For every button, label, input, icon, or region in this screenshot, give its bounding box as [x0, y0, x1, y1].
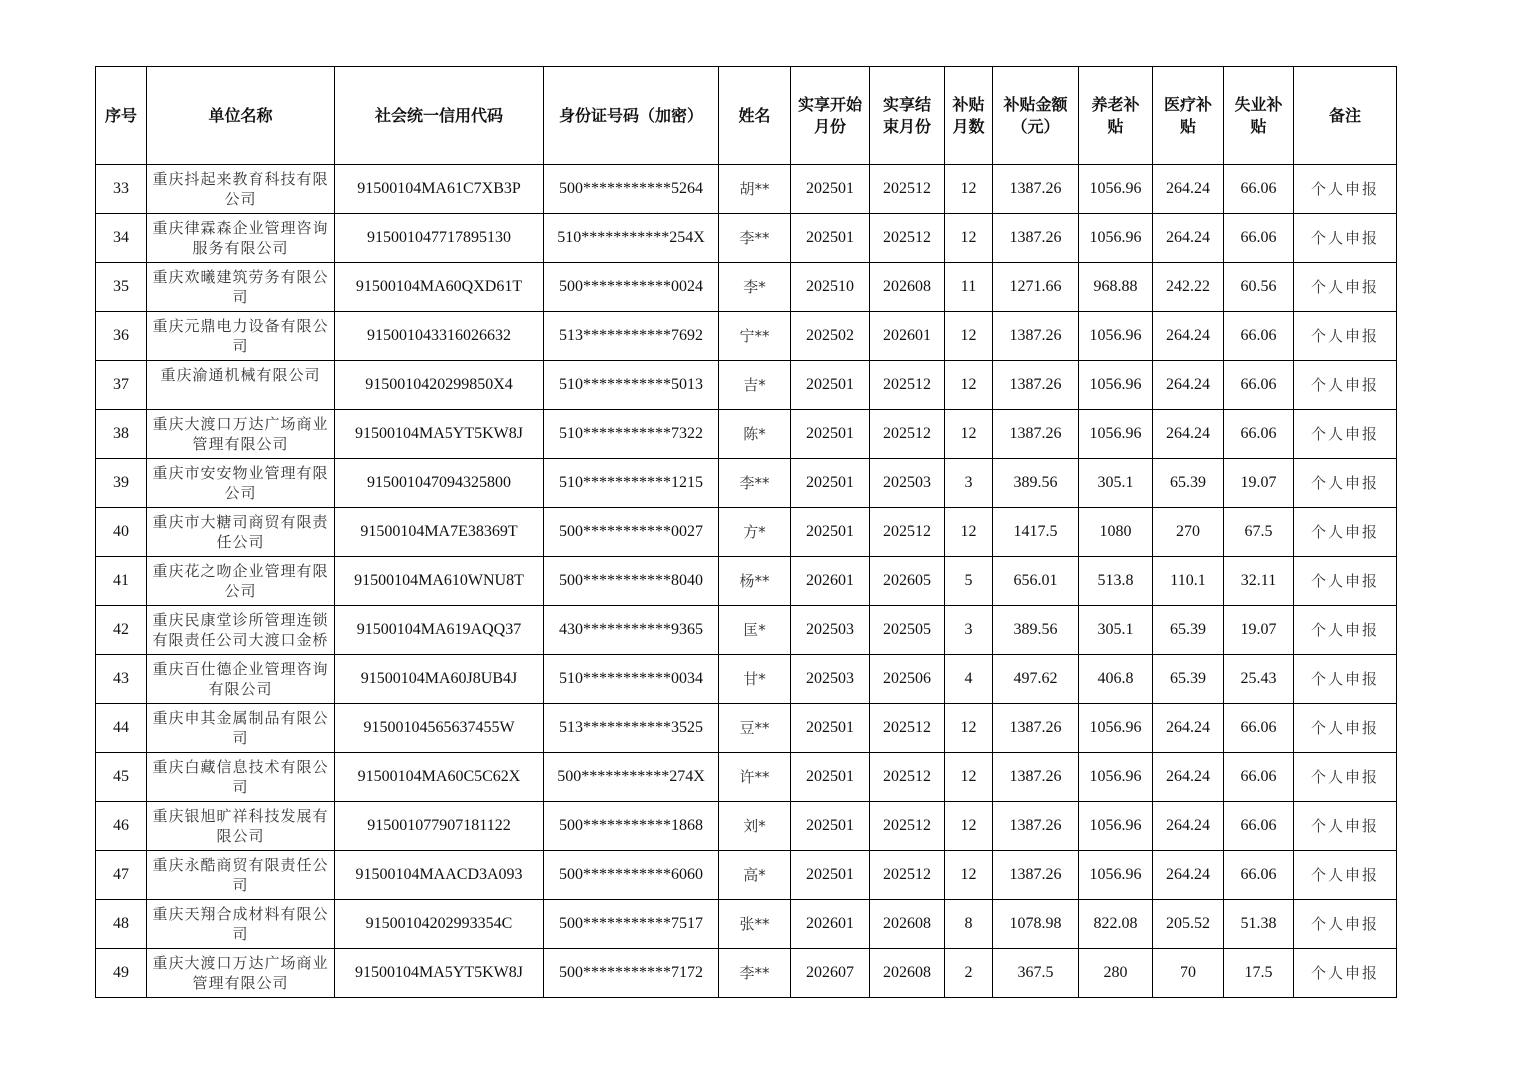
company-name-cell: [147, 361, 335, 410]
company-name-cell: [147, 557, 335, 606]
id-number-cell: 513***********7692: [544, 312, 719, 361]
subsidy-months-cell: 12: [945, 704, 993, 753]
end-month-cell: 202512: [870, 753, 945, 802]
start-month-cell: 202501: [791, 753, 870, 802]
company-name-text: 重庆花之吻企业管理有限公司: [152, 562, 329, 600]
subsidy-amount-cell: 1387.26: [993, 214, 1079, 263]
subsidy-months-cell: 4: [945, 655, 993, 704]
pension-subsidy-cell: 1080: [1079, 508, 1153, 557]
header-id-number: 身份证号码（加密）: [544, 67, 719, 165]
pension-subsidy-cell: 1056.96: [1079, 704, 1153, 753]
subsidy-amount-cell: 1387.26: [993, 802, 1079, 851]
table-row: [96, 165, 1397, 214]
medical-subsidy-cell: 264.24: [1153, 753, 1224, 802]
end-month-cell: 202506: [870, 655, 945, 704]
subsidy-amount-cell: 1271.66: [993, 263, 1079, 312]
row-index-cell: 38: [96, 410, 147, 459]
header-remark: 备注: [1294, 67, 1397, 165]
medical-subsidy-cell: 264.24: [1153, 851, 1224, 900]
subsidy-amount-cell: 389.56: [993, 606, 1079, 655]
credit-code-cell: 91500104MA60QXD61T: [335, 263, 544, 312]
medical-subsidy-cell: 264.24: [1153, 214, 1224, 263]
row-index-cell: 42: [96, 606, 147, 655]
remark-cell: 个人申报: [1294, 459, 1397, 508]
row-index-cell: 49: [96, 949, 147, 998]
unemployment-subsidy-cell: 66.06: [1224, 410, 1294, 459]
credit-code-cell: 91500104MA7E38369T: [335, 508, 544, 557]
subsidy-months-cell: 12: [945, 508, 993, 557]
table-row: [96, 655, 1397, 704]
person-name-cell: 方*: [719, 508, 791, 557]
table-row: [96, 851, 1397, 900]
pension-subsidy-cell: 305.1: [1079, 459, 1153, 508]
subsidy-amount-cell: 1387.26: [993, 851, 1079, 900]
subsidy-months-cell: 12: [945, 753, 993, 802]
company-name-cell: [147, 312, 335, 361]
credit-code-cell: 91500104MA5YT5KW8J: [335, 949, 544, 998]
id-number-cell: 510***********5013: [544, 361, 719, 410]
company-name-cell: [147, 459, 335, 508]
company-name-text: 重庆申其金属制品有限公司: [152, 709, 329, 747]
credit-code-cell: 91500104MA61C7XB3P: [335, 165, 544, 214]
company-name-text: 重庆天翔合成材料有限公司: [152, 905, 329, 943]
person-name-cell: 吉*: [719, 361, 791, 410]
credit-code-cell: 915001077907181122: [335, 802, 544, 851]
end-month-cell: 202512: [870, 214, 945, 263]
pension-subsidy-cell: 280: [1079, 949, 1153, 998]
company-name-text: 重庆民康堂诊所管理连锁有限责任公司大渡口金桥: [152, 611, 329, 649]
pension-subsidy-cell: 1056.96: [1079, 410, 1153, 459]
id-number-cell: 500***********6060: [544, 851, 719, 900]
id-number-cell: 500***********8040: [544, 557, 719, 606]
credit-code-cell: 91500104MA619AQQ37: [335, 606, 544, 655]
subsidy-months-cell: 12: [945, 361, 993, 410]
id-number-cell: 430***********9365: [544, 606, 719, 655]
row-index-cell: 33: [96, 165, 147, 214]
person-name-cell: 许**: [719, 753, 791, 802]
end-month-cell: 202503: [870, 459, 945, 508]
unemployment-subsidy-cell: 67.5: [1224, 508, 1294, 557]
company-name-text: 重庆渝通机械有限公司: [160, 366, 321, 384]
person-name-cell: 宁**: [719, 312, 791, 361]
end-month-cell: 202608: [870, 949, 945, 998]
credit-code-cell: 91500104MA610WNU8T: [335, 557, 544, 606]
medical-subsidy-cell: 70: [1153, 949, 1224, 998]
table-row: [96, 410, 1397, 459]
row-index-cell: 40: [96, 508, 147, 557]
end-month-cell: 202512: [870, 410, 945, 459]
remark-cell: 个人申报: [1294, 851, 1397, 900]
company-name-cell: [147, 263, 335, 312]
header-company-name: 单位名称: [147, 67, 335, 165]
medical-subsidy-cell: 65.39: [1153, 655, 1224, 704]
table-body: [96, 165, 1397, 998]
pension-subsidy-cell: 1056.96: [1079, 361, 1153, 410]
person-name-cell: 李**: [719, 459, 791, 508]
unemployment-subsidy-cell: 25.43: [1224, 655, 1294, 704]
header-medical-subsidy: 医疗补贴: [1153, 67, 1224, 165]
subsidy-amount-cell: 1417.5: [993, 508, 1079, 557]
remark-cell: 个人申报: [1294, 753, 1397, 802]
subsidy-months-cell: 12: [945, 410, 993, 459]
start-month-cell: 202501: [791, 165, 870, 214]
subsidy-months-cell: 3: [945, 459, 993, 508]
id-number-cell: 510***********254X: [544, 214, 719, 263]
subsidy-amount-cell: 1387.26: [993, 410, 1079, 459]
pension-subsidy-cell: 968.88: [1079, 263, 1153, 312]
pension-subsidy-cell: 1056.96: [1079, 214, 1153, 263]
row-index-cell: 36: [96, 312, 147, 361]
remark-cell: 个人申报: [1294, 165, 1397, 214]
unemployment-subsidy-cell: 66.06: [1224, 312, 1294, 361]
unemployment-subsidy-cell: 19.07: [1224, 459, 1294, 508]
start-month-cell: 202503: [791, 655, 870, 704]
company-name-cell: [147, 165, 335, 214]
unemployment-subsidy-cell: 32.11: [1224, 557, 1294, 606]
remark-cell: 个人申报: [1294, 410, 1397, 459]
table-row: [96, 508, 1397, 557]
pension-subsidy-cell: 1056.96: [1079, 753, 1153, 802]
pension-subsidy-cell: 1056.96: [1079, 851, 1153, 900]
header-pension-subsidy: 养老补贴: [1079, 67, 1153, 165]
medical-subsidy-cell: 205.52: [1153, 900, 1224, 949]
subsidy-months-cell: 12: [945, 851, 993, 900]
subsidy-months-cell: 12: [945, 312, 993, 361]
subsidy-amount-cell: 1387.26: [993, 361, 1079, 410]
person-name-cell: 张**: [719, 900, 791, 949]
row-index-cell: 44: [96, 704, 147, 753]
header-unemployment-subsidy: 失业补贴: [1224, 67, 1294, 165]
end-month-cell: 202512: [870, 851, 945, 900]
credit-code-cell: 91500104MA60J8UB4J: [335, 655, 544, 704]
subsidy-months-cell: 12: [945, 165, 993, 214]
company-name-text: 重庆百仕德企业管理咨询有限公司: [152, 660, 329, 698]
pension-subsidy-cell: 1056.96: [1079, 165, 1153, 214]
end-month-cell: 202601: [870, 312, 945, 361]
person-name-cell: 甘*: [719, 655, 791, 704]
company-name-cell: [147, 655, 335, 704]
company-name-text: 重庆元鼎电力设备有限公司: [152, 317, 329, 355]
remark-cell: 个人申报: [1294, 949, 1397, 998]
remark-cell: 个人申报: [1294, 557, 1397, 606]
medical-subsidy-cell: 264.24: [1153, 410, 1224, 459]
credit-code-cell: 915001043316026632: [335, 312, 544, 361]
person-name-cell: 匡*: [719, 606, 791, 655]
start-month-cell: 202601: [791, 900, 870, 949]
credit-code-cell: 91500104565637455W: [335, 704, 544, 753]
company-name-cell: [147, 851, 335, 900]
table-row: [96, 753, 1397, 802]
unemployment-subsidy-cell: 19.07: [1224, 606, 1294, 655]
header-person-name: 姓名: [719, 67, 791, 165]
id-number-cell: 500***********7172: [544, 949, 719, 998]
subsidy-months-cell: 12: [945, 214, 993, 263]
row-index-cell: 45: [96, 753, 147, 802]
unemployment-subsidy-cell: 66.06: [1224, 753, 1294, 802]
header-subsidy-months: 补贴月数: [945, 67, 993, 165]
end-month-cell: 202512: [870, 704, 945, 753]
person-name-cell: 杨**: [719, 557, 791, 606]
credit-code-cell: 9150010420299850X4: [335, 361, 544, 410]
table-row: [96, 704, 1397, 753]
id-number-cell: 500***********274X: [544, 753, 719, 802]
remark-cell: 个人申报: [1294, 312, 1397, 361]
start-month-cell: 202501: [791, 214, 870, 263]
person-name-cell: 高*: [719, 851, 791, 900]
start-month-cell: 202501: [791, 459, 870, 508]
subsidy-amount-cell: 497.62: [993, 655, 1079, 704]
company-name-cell: [147, 606, 335, 655]
row-index-cell: 43: [96, 655, 147, 704]
subsidy-months-cell: 12: [945, 802, 993, 851]
subsidy-amount-cell: 367.5: [993, 949, 1079, 998]
person-name-cell: 陈*: [719, 410, 791, 459]
remark-cell: 个人申报: [1294, 704, 1397, 753]
table-row: [96, 214, 1397, 263]
company-name-cell: [147, 753, 335, 802]
pension-subsidy-cell: 513.8: [1079, 557, 1153, 606]
start-month-cell: 202607: [791, 949, 870, 998]
subsidy-months-cell: 11: [945, 263, 993, 312]
medical-subsidy-cell: 110.1: [1153, 557, 1224, 606]
end-month-cell: 202512: [870, 802, 945, 851]
row-index-cell: 34: [96, 214, 147, 263]
company-name-cell: [147, 704, 335, 753]
medical-subsidy-cell: 264.24: [1153, 704, 1224, 753]
row-index-cell: 41: [96, 557, 147, 606]
company-name-text: 重庆市大糖司商贸有限责任公司: [152, 513, 329, 551]
subsidy-table: [95, 66, 1397, 998]
subsidy-amount-cell: 1078.98: [993, 900, 1079, 949]
pension-subsidy-cell: 406.8: [1079, 655, 1153, 704]
remark-cell: 个人申报: [1294, 802, 1397, 851]
company-name-text: 重庆白藏信息技术有限公司: [152, 758, 329, 796]
start-month-cell: 202503: [791, 606, 870, 655]
unemployment-subsidy-cell: 66.06: [1224, 851, 1294, 900]
medical-subsidy-cell: 264.24: [1153, 361, 1224, 410]
start-month-cell: 202501: [791, 704, 870, 753]
start-month-cell: 202510: [791, 263, 870, 312]
pension-subsidy-cell: 305.1: [1079, 606, 1153, 655]
id-number-cell: 500***********0024: [544, 263, 719, 312]
company-name-text: 重庆市安安物业管理有限公司: [152, 464, 329, 502]
table-row: [96, 557, 1397, 606]
unemployment-subsidy-cell: 66.06: [1224, 214, 1294, 263]
end-month-cell: 202608: [870, 263, 945, 312]
table-row: [96, 459, 1397, 508]
start-month-cell: 202501: [791, 410, 870, 459]
credit-code-cell: 91500104MA5YT5KW8J: [335, 410, 544, 459]
pension-subsidy-cell: 1056.96: [1079, 312, 1153, 361]
subsidy-months-cell: 2: [945, 949, 993, 998]
person-name-cell: 豆**: [719, 704, 791, 753]
company-name-cell: [147, 949, 335, 998]
subsidy-amount-cell: 1387.26: [993, 165, 1079, 214]
unemployment-subsidy-cell: 51.38: [1224, 900, 1294, 949]
pension-subsidy-cell: 1056.96: [1079, 802, 1153, 851]
medical-subsidy-cell: 65.39: [1153, 606, 1224, 655]
medical-subsidy-cell: 242.22: [1153, 263, 1224, 312]
company-name-cell: [147, 410, 335, 459]
table-row: [96, 361, 1397, 410]
row-index-cell: 46: [96, 802, 147, 851]
unemployment-subsidy-cell: 66.06: [1224, 361, 1294, 410]
subsidy-amount-cell: 389.56: [993, 459, 1079, 508]
id-number-cell: 510***********7322: [544, 410, 719, 459]
remark-cell: 个人申报: [1294, 900, 1397, 949]
table-row: [96, 263, 1397, 312]
medical-subsidy-cell: 264.24: [1153, 165, 1224, 214]
start-month-cell: 202601: [791, 557, 870, 606]
unemployment-subsidy-cell: 66.06: [1224, 165, 1294, 214]
company-name-text: 重庆银旭旷祥科技发展有限公司: [152, 807, 329, 845]
company-name-cell: [147, 214, 335, 263]
table-row: [96, 802, 1397, 851]
medical-subsidy-cell: 264.24: [1153, 802, 1224, 851]
subsidy-amount-cell: 1387.26: [993, 312, 1079, 361]
header-index: 序号: [96, 67, 147, 165]
header-start-month: 实享开始月份: [791, 67, 870, 165]
row-index-cell: 35: [96, 263, 147, 312]
credit-code-cell: 91500104MAACD3A093: [335, 851, 544, 900]
medical-subsidy-cell: 270: [1153, 508, 1224, 557]
end-month-cell: 202512: [870, 165, 945, 214]
id-number-cell: 500***********0027: [544, 508, 719, 557]
header-credit-code: 社会统一信用代码: [335, 67, 544, 165]
table-header-row: [96, 67, 1397, 165]
id-number-cell: 500***********1868: [544, 802, 719, 851]
table-row: [96, 606, 1397, 655]
unemployment-subsidy-cell: 66.06: [1224, 802, 1294, 851]
start-month-cell: 202501: [791, 851, 870, 900]
credit-code-cell: 91500104MA60C5C62X: [335, 753, 544, 802]
company-name-text: 重庆大渡口万达广场商业管理有限公司: [152, 954, 329, 992]
remark-cell: 个人申报: [1294, 214, 1397, 263]
remark-cell: 个人申报: [1294, 361, 1397, 410]
header-end-month: 实享结束月份: [870, 67, 945, 165]
id-number-cell: 513***********3525: [544, 704, 719, 753]
id-number-cell: 510***********0034: [544, 655, 719, 704]
person-name-cell: 李*: [719, 263, 791, 312]
company-name-cell: [147, 508, 335, 557]
remark-cell: 个人申报: [1294, 263, 1397, 312]
remark-cell: 个人申报: [1294, 606, 1397, 655]
company-name-text: 重庆欢曦建筑劳务有限公司: [152, 268, 329, 306]
person-name-cell: 胡**: [719, 165, 791, 214]
table-row: [96, 900, 1397, 949]
subsidy-months-cell: 5: [945, 557, 993, 606]
company-name-text: 重庆大渡口万达广场商业管理有限公司: [152, 415, 329, 453]
medical-subsidy-cell: 264.24: [1153, 312, 1224, 361]
unemployment-subsidy-cell: 17.5: [1224, 949, 1294, 998]
company-name-text: 重庆永酷商贸有限责任公司: [152, 856, 329, 894]
end-month-cell: 202605: [870, 557, 945, 606]
end-month-cell: 202512: [870, 361, 945, 410]
start-month-cell: 202501: [791, 508, 870, 557]
subsidy-amount-cell: 1387.26: [993, 753, 1079, 802]
subsidy-months-cell: 8: [945, 900, 993, 949]
credit-code-cell: 91500104202993354C: [335, 900, 544, 949]
pension-subsidy-cell: 822.08: [1079, 900, 1153, 949]
row-index-cell: 48: [96, 900, 147, 949]
id-number-cell: 510***********1215: [544, 459, 719, 508]
remark-cell: 个人申报: [1294, 508, 1397, 557]
person-name-cell: 李**: [719, 214, 791, 263]
row-index-cell: 47: [96, 851, 147, 900]
company-name-cell: [147, 900, 335, 949]
start-month-cell: 202501: [791, 361, 870, 410]
unemployment-subsidy-cell: 66.06: [1224, 704, 1294, 753]
row-index-cell: 37: [96, 361, 147, 410]
subsidy-months-cell: 3: [945, 606, 993, 655]
subsidy-amount-cell: 1387.26: [993, 704, 1079, 753]
medical-subsidy-cell: 65.39: [1153, 459, 1224, 508]
header-subsidy-amount: 补贴金额（元）: [993, 67, 1079, 165]
remark-cell: 个人申报: [1294, 655, 1397, 704]
company-name-cell: [147, 802, 335, 851]
company-name-text: 重庆抖起来教育科技有限公司: [152, 170, 329, 208]
end-month-cell: 202505: [870, 606, 945, 655]
row-index-cell: 39: [96, 459, 147, 508]
start-month-cell: 202502: [791, 312, 870, 361]
subsidy-amount-cell: 656.01: [993, 557, 1079, 606]
id-number-cell: 500***********5264: [544, 165, 719, 214]
id-number-cell: 500***********7517: [544, 900, 719, 949]
company-name-text: 重庆律霖森企业管理咨询服务有限公司: [152, 219, 329, 257]
unemployment-subsidy-cell: 60.56: [1224, 263, 1294, 312]
credit-code-cell: 915001047717895130: [335, 214, 544, 263]
credit-code-cell: 915001047094325800: [335, 459, 544, 508]
person-name-cell: 李**: [719, 949, 791, 998]
start-month-cell: 202501: [791, 802, 870, 851]
end-month-cell: 202608: [870, 900, 945, 949]
end-month-cell: 202512: [870, 508, 945, 557]
person-name-cell: 刘*: [719, 802, 791, 851]
table-row: [96, 312, 1397, 361]
table-row: [96, 949, 1397, 998]
